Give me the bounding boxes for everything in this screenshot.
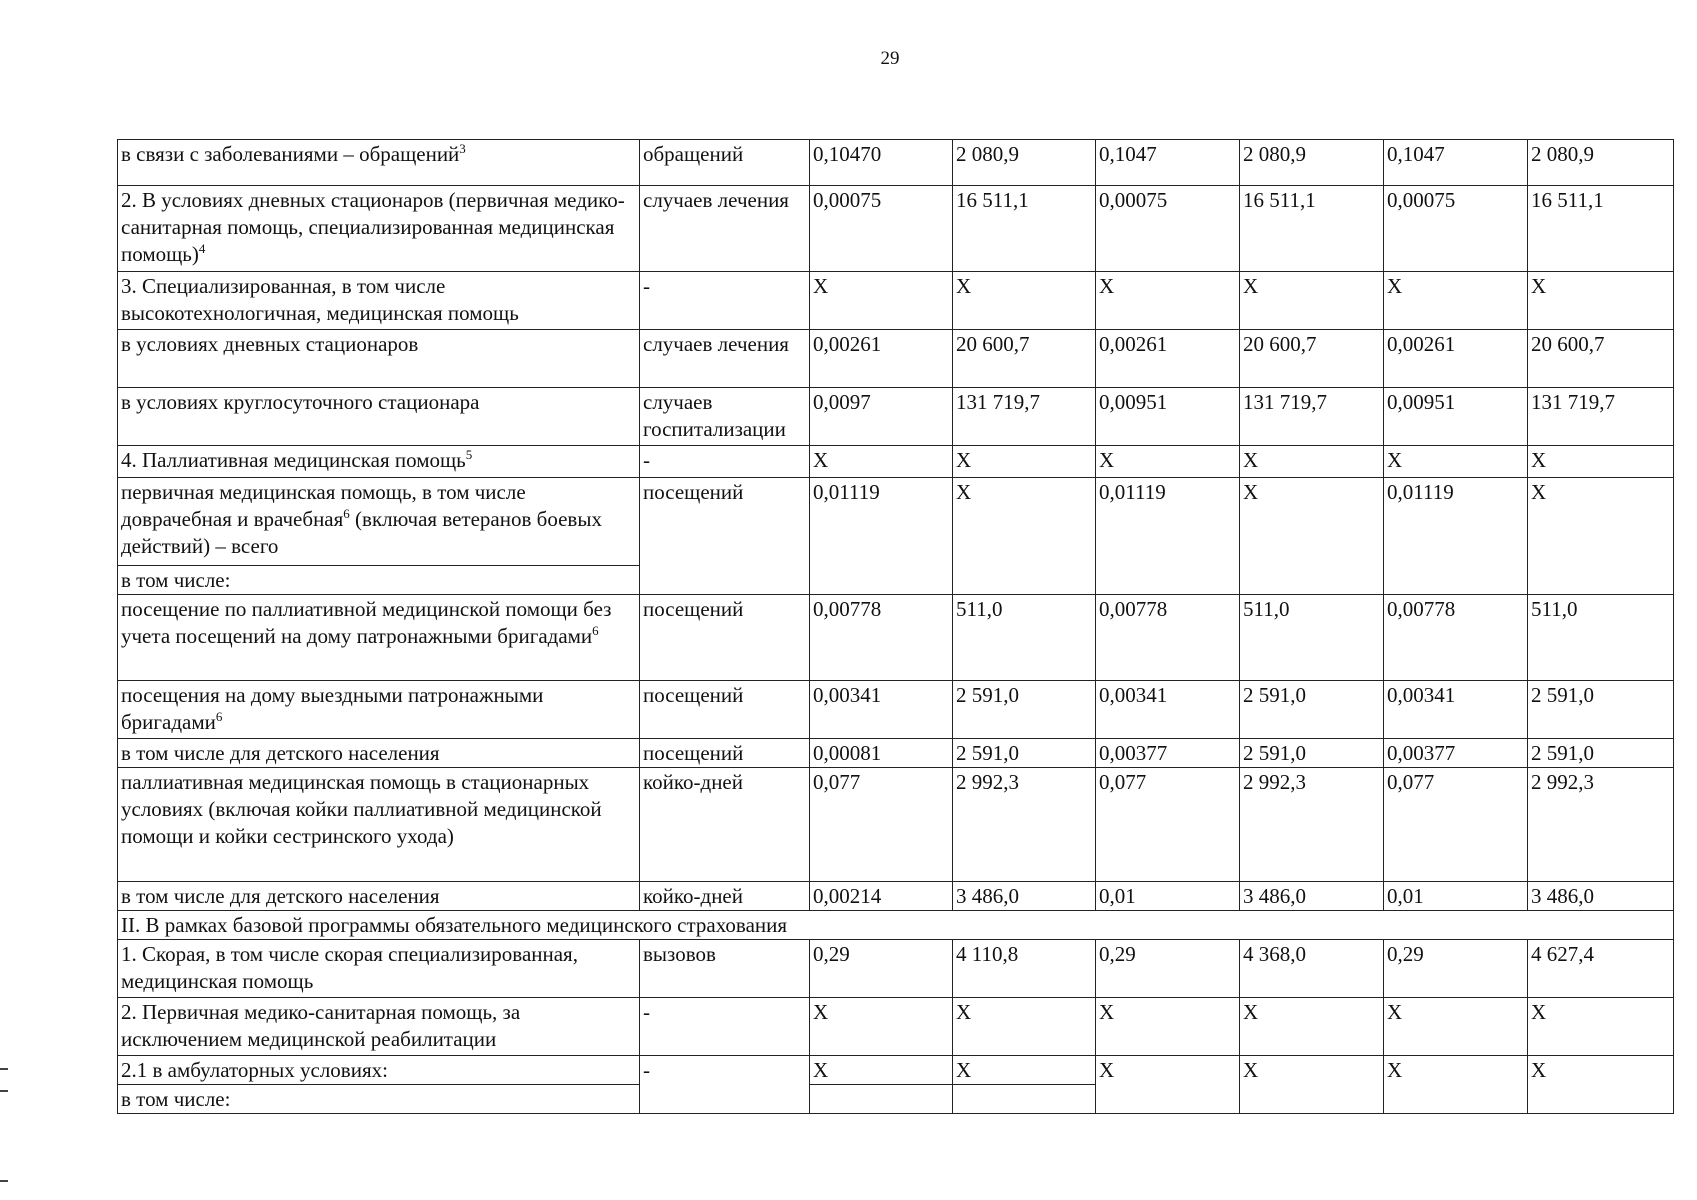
row-unit: - xyxy=(640,1056,810,1114)
table-row xyxy=(118,998,1674,1056)
value-cell: 20 600,7 xyxy=(1528,330,1674,388)
table-body xyxy=(118,140,1674,478)
palliative-primary-group xyxy=(118,478,1674,595)
value-cell: X xyxy=(1096,998,1240,1056)
table-row xyxy=(118,681,1674,739)
footnote-mark: 4 xyxy=(198,241,206,256)
row-unit: случаев госпитализации xyxy=(640,388,810,446)
table-row xyxy=(118,1056,1674,1085)
value-cell: 0,01 xyxy=(1096,882,1240,911)
value-cell: 0,00075 xyxy=(810,186,953,272)
value-cell: 131 719,7 xyxy=(953,388,1096,446)
value-cell: 0,29 xyxy=(1384,940,1528,998)
value-cell: 0,00261 xyxy=(1096,330,1240,388)
row-unit: койко-дней xyxy=(640,882,810,911)
value-cell: 0,00075 xyxy=(1384,186,1528,272)
footnote-mark: 3 xyxy=(459,141,466,156)
value-cell: 2 591,0 xyxy=(1240,739,1384,768)
value-cell: 2 992,3 xyxy=(1528,768,1674,882)
value-cell: 20 600,7 xyxy=(1240,330,1384,388)
value-cell: X xyxy=(1240,998,1384,1056)
value-cell: 2 591,0 xyxy=(953,739,1096,768)
value-cell: 0,00778 xyxy=(1096,595,1240,681)
value-cell: 0,00081 xyxy=(810,739,953,768)
value-cell: 2 080,9 xyxy=(953,140,1096,186)
value-cell: 0,00341 xyxy=(1384,681,1528,739)
value-cell: X xyxy=(1240,272,1384,330)
row-description: в условиях круглосуточного стационара xyxy=(118,388,640,446)
value-cell: 4 110,8 xyxy=(953,940,1096,998)
row-unit: обращений xyxy=(640,140,810,186)
section-header: II. В рамках базовой программы обязательного медицинского страхования xyxy=(118,911,1674,940)
value-cell: X xyxy=(953,1056,1096,1085)
value-cell: 0,29 xyxy=(1096,940,1240,998)
table-row xyxy=(118,768,1674,882)
value-cell: X xyxy=(953,478,1096,595)
value-cell: 2 591,0 xyxy=(1240,681,1384,739)
value-cell: X xyxy=(810,1056,953,1085)
value-cell: 20 600,7 xyxy=(953,330,1096,388)
footnote-mark: 5 xyxy=(465,447,473,462)
row-description: 1. Скорая, в том числе скорая специализированная, медицинская помощь xyxy=(118,940,640,998)
value-cell: X xyxy=(1240,446,1384,478)
value-cell: 0,077 xyxy=(810,768,953,882)
value-cell: X xyxy=(1096,272,1240,330)
value-cell: X xyxy=(1240,1056,1384,1114)
value-cell: 3 486,0 xyxy=(1528,882,1674,911)
value-cell: 2 591,0 xyxy=(1528,681,1674,739)
value-cell: 3 486,0 xyxy=(1240,882,1384,911)
value-cell: 0,29 xyxy=(810,940,953,998)
row-description: 3. Специализированная, в том числе высокотехнологичная, медицинская помощь xyxy=(118,272,640,330)
table-row xyxy=(118,478,1674,566)
value-cell: X xyxy=(810,998,953,1056)
value-cell: 3 486,0 xyxy=(953,882,1096,911)
section-header-row xyxy=(118,911,1674,940)
value-cell: X xyxy=(1528,998,1674,1056)
value-cell: X xyxy=(810,272,953,330)
row-unit: - xyxy=(640,998,810,1056)
value-cell: 511,0 xyxy=(953,595,1096,681)
value-cell: 2 080,9 xyxy=(1240,140,1384,186)
row-description: первичная медицинская помощь, в том числе доврачебная и врачебная$^6$ (включая ветеранов боевых действий) – всего xyxy=(118,478,640,566)
row-unit: койко-дней xyxy=(640,768,810,882)
value-cell: 0,01 xyxy=(1384,882,1528,911)
row-unit: вызовов xyxy=(640,940,810,998)
value-cell: 0,1047 xyxy=(1384,140,1528,186)
value-cell: 511,0 xyxy=(1240,595,1384,681)
value-cell: 4 368,0 xyxy=(1240,940,1384,998)
subheader-cell: в том числе: xyxy=(118,566,640,595)
value-cell: 0,00341 xyxy=(810,681,953,739)
value-cell: 0,077 xyxy=(1384,768,1528,882)
value-cell: X xyxy=(1528,1056,1674,1114)
value-cell: X xyxy=(1384,446,1528,478)
table-row xyxy=(118,330,1674,388)
margin-mark xyxy=(0,1090,8,1092)
value-cell: 0,00778 xyxy=(1384,595,1528,681)
value-cell: X xyxy=(1096,446,1240,478)
last-group xyxy=(118,1056,1674,1114)
margin-mark xyxy=(0,1180,8,1182)
value-cell: X xyxy=(953,446,1096,478)
table-body xyxy=(118,940,1674,1056)
row-description: 2. В условиях дневных стационаров (первичная медико-санитарная помощь, специализированная медицинская помощь)$^4$ xyxy=(118,186,640,272)
value-cell: X xyxy=(1528,478,1674,595)
value-cell xyxy=(810,1085,953,1114)
value-cell: X xyxy=(810,446,953,478)
value-cell: X xyxy=(1384,1056,1528,1114)
table-row xyxy=(118,272,1674,330)
row-description: в условиях дневных стационаров xyxy=(118,330,640,388)
value-cell: 511,0 xyxy=(1528,595,1674,681)
value-cell: X xyxy=(1384,998,1528,1056)
row-unit: посещений xyxy=(640,739,810,768)
footnote-mark: 6 xyxy=(215,709,223,724)
value-cell: 0,00075 xyxy=(1096,186,1240,272)
value-cell: 2 992,3 xyxy=(1240,768,1384,882)
value-cell: 16 511,1 xyxy=(1240,186,1384,272)
row-description: в связи с заболеваниями – обращений$^3$ xyxy=(118,140,640,186)
row-description: 2.1 в амбулаторных условиях: xyxy=(118,1056,640,1085)
section-header-group xyxy=(118,911,1674,940)
value-cell: 131 719,7 xyxy=(1240,388,1384,446)
value-cell: X xyxy=(1528,272,1674,330)
table-row xyxy=(118,940,1674,998)
margin-mark xyxy=(0,1068,8,1070)
value-cell: 0,01119 xyxy=(810,478,953,595)
table-row xyxy=(118,595,1674,681)
value-cell: 2 591,0 xyxy=(1528,739,1674,768)
row-description: в том числе для детского населения xyxy=(118,739,640,768)
value-cell: 2 080,9 xyxy=(1528,140,1674,186)
row-description: 4. Паллиативная медицинская помощь$^5$ xyxy=(118,446,640,478)
value-cell: X xyxy=(1096,1056,1240,1114)
row-unit: случаев лечения xyxy=(640,330,810,388)
table-body xyxy=(118,595,1674,911)
value-cell: X xyxy=(1240,478,1384,595)
value-cell: 0,00377 xyxy=(1384,739,1528,768)
subheader-cell: в том числе: xyxy=(118,1085,640,1114)
value-cell: 0,0097 xyxy=(810,388,953,446)
table-row xyxy=(118,882,1674,911)
value-cell: 0,00778 xyxy=(810,595,953,681)
page-number: 29 xyxy=(880,48,900,69)
table-row xyxy=(118,446,1674,478)
row-description: в том числе для детского населения xyxy=(118,882,640,911)
value-cell: 0,1047 xyxy=(1096,140,1240,186)
value-cell: 2 992,3 xyxy=(953,768,1096,882)
value-cell: 0,00377 xyxy=(1096,739,1240,768)
value-cell: 0,00214 xyxy=(810,882,953,911)
value-cell: X xyxy=(1384,272,1528,330)
row-description: 2. Первичная медико-санитарная помощь, за исключением медицинской реабилитации xyxy=(118,998,640,1056)
value-cell: 0,00261 xyxy=(1384,330,1528,388)
table-row xyxy=(118,186,1674,272)
row-unit: посещений xyxy=(640,478,810,595)
value-cell: 0,10470 xyxy=(810,140,953,186)
row-unit: случаев лечения xyxy=(640,186,810,272)
table-row xyxy=(118,388,1674,446)
value-cell: 0,00341 xyxy=(1096,681,1240,739)
value-cell: 0,01119 xyxy=(1096,478,1240,595)
row-unit: - xyxy=(640,446,810,478)
table-row xyxy=(118,140,1674,186)
value-cell: 0,00951 xyxy=(1096,388,1240,446)
value-cell: 4 627,4 xyxy=(1528,940,1674,998)
row-unit: посещений xyxy=(640,681,810,739)
footnote-mark: 6 xyxy=(592,623,599,638)
value-cell: 16 511,1 xyxy=(953,186,1096,272)
value-cell: 131 719,7 xyxy=(1528,388,1674,446)
row-description: паллиативная медицинская помощь в стационарных условиях (включая койки паллиативной медицинской помощи и койки сестринского ухода) xyxy=(118,768,640,882)
value-cell: X xyxy=(953,272,1096,330)
value-cell: X xyxy=(1528,446,1674,478)
value-cell: 2 591,0 xyxy=(953,681,1096,739)
value-cell: X xyxy=(953,998,1096,1056)
row-description: посещение по паллиативной медицинской помощи без учета посещений на дому патронажными бригадами$^6$ xyxy=(118,595,640,681)
value-cell: 16 511,1 xyxy=(1528,186,1674,272)
norms-table xyxy=(117,139,1674,1114)
value-cell: 0,01119 xyxy=(1384,478,1528,595)
value-cell: 0,00261 xyxy=(810,330,953,388)
row-description: посещения на дому выездными патронажными бригадами$^6$ xyxy=(118,681,640,739)
value-cell: 0,00951 xyxy=(1384,388,1528,446)
value-cell xyxy=(953,1085,1096,1114)
table-row xyxy=(118,739,1674,768)
value-cell: 0,077 xyxy=(1096,768,1240,882)
row-unit: - xyxy=(640,272,810,330)
row-unit: посещений xyxy=(640,595,810,681)
